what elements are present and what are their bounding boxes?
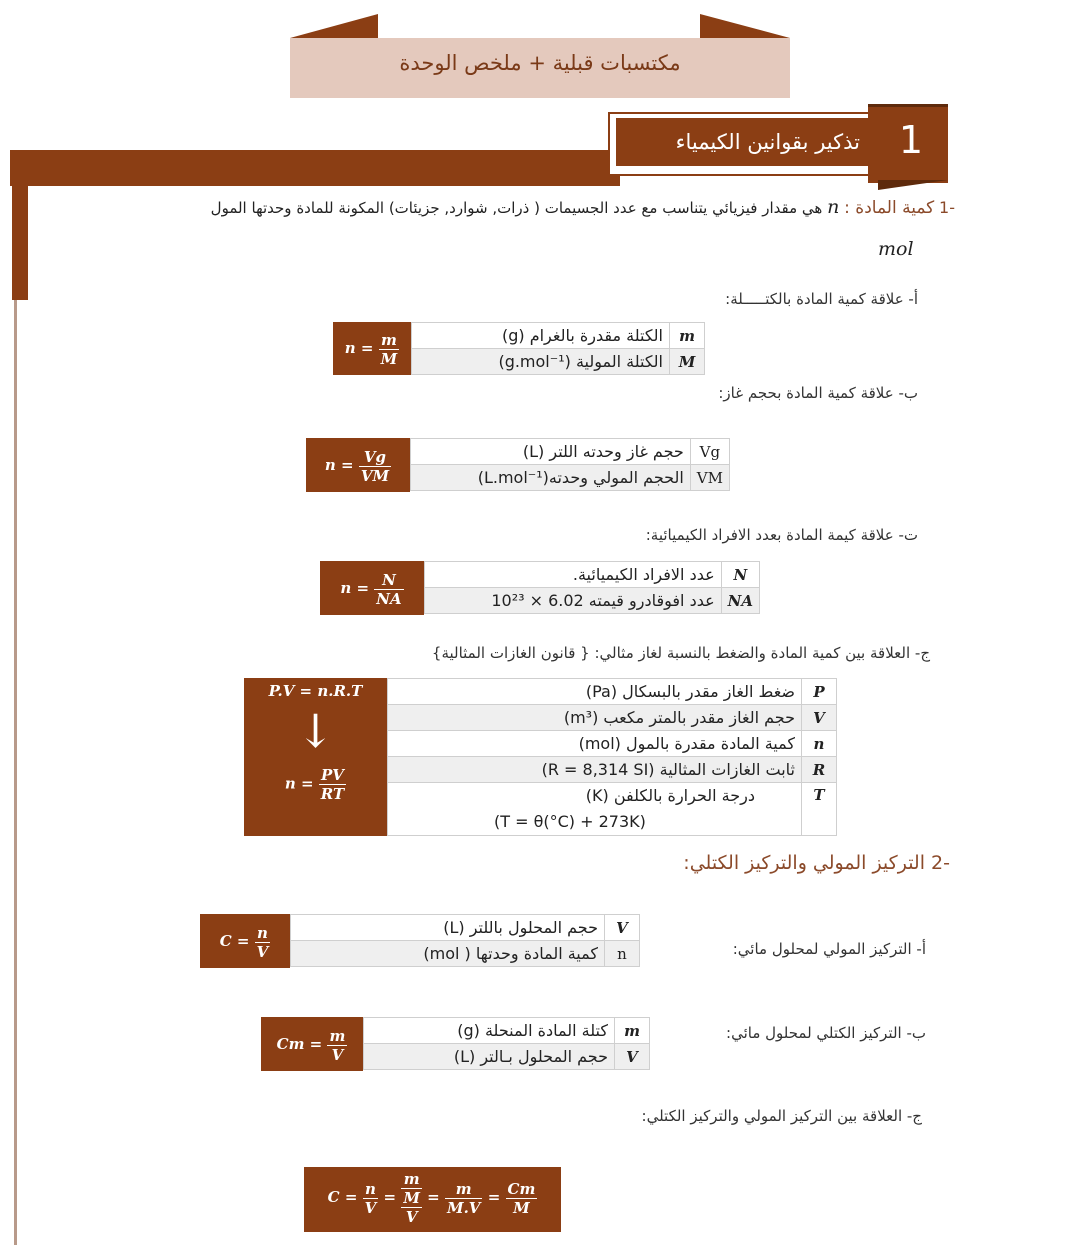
header-title: مكتسبات قبلية + ملخص الوحدة — [399, 51, 681, 75]
section-title: تذكير بقوانين الكيمياء — [675, 130, 860, 154]
symbol-cell: V — [605, 915, 640, 941]
formula-den: M — [380, 349, 398, 368]
table-row — [411, 465, 730, 491]
symbol-cell: VM — [690, 465, 729, 491]
banner-right-wing — [700, 14, 790, 38]
formula-num: n — [255, 924, 271, 943]
left-frame-line — [14, 300, 17, 1245]
sub-j-label: ج- العلاقة بين كمية المادة والضغط بالنسبة لغاز مثالي: { قانون الغازات المثالية} — [431, 644, 930, 662]
term-symbol: n — [827, 196, 840, 218]
table-row — [388, 757, 837, 783]
description-cell: حجم المحلول بـالتر (L) — [364, 1044, 615, 1070]
formula-num: PV — [319, 766, 346, 785]
symbol-cell: m — [615, 1018, 650, 1044]
symbol-cell: N — [721, 562, 759, 588]
section-number: 1 — [898, 118, 924, 162]
table-j — [387, 678, 837, 836]
sub-b-label: ب- علاقة كمية المادة بحجم غاز: — [718, 384, 918, 402]
ideal-gas-law: P.V = n.R.T — [268, 682, 363, 700]
f3-num: m — [445, 1180, 482, 1199]
formula-den: V — [331, 1045, 344, 1064]
formula-box-t — [320, 561, 424, 615]
formula-box-j — [244, 678, 387, 836]
symbol-cell: V — [802, 705, 837, 731]
item-number: -1 — [939, 198, 955, 217]
temperature-formula: (T = θ(°C) + 273K) — [494, 812, 646, 831]
left-frame-bar — [12, 150, 28, 300]
f2-num: m — [401, 1170, 422, 1189]
description-cell: الحجم المولي وحدته(L.mol⁻¹) — [411, 465, 691, 491]
formula-den: NA — [376, 589, 402, 608]
term-label: كمية المادة : — [844, 198, 935, 218]
formula-den: VM — [360, 466, 390, 485]
description-cell: عدد افوقادرو قيمته 6.02 × 10²³ — [425, 588, 722, 614]
section-tab-fold — [878, 180, 948, 190]
f1-num: n — [363, 1180, 379, 1199]
description-cell: حجم غاز وحدته اللتر (L) — [411, 439, 691, 465]
formula-lhs: C = — [219, 932, 250, 950]
equals-sign: = — [383, 1188, 397, 1206]
banner-left-wing — [290, 14, 378, 38]
description-cell — [388, 783, 802, 836]
symbol-cell: P — [802, 679, 837, 705]
table-2b — [363, 1017, 650, 1070]
formula-box-2a — [200, 914, 290, 968]
description-cell: كمية المادة مقدرة بالمول (mol) — [388, 731, 802, 757]
sub-a-label: أ- علاقة كمية المادة بالكتـــــلة: — [725, 290, 918, 308]
table-row — [388, 783, 837, 836]
formula-lhs: n = — [340, 579, 370, 597]
table-row — [425, 588, 760, 614]
table-row — [412, 349, 705, 375]
down-arrow-icon: ↓ — [296, 704, 335, 758]
formula-lhs: C = — [327, 1188, 358, 1206]
sub2-j-label: ج- العلاقة بين التركيز المولي والتركيز الكتلي: — [641, 1107, 922, 1125]
table-2a — [290, 914, 640, 967]
symbol-cell: Vg — [690, 439, 729, 465]
f4-den: M — [513, 1198, 530, 1217]
symbol-cell: n — [605, 941, 640, 967]
table-row — [364, 1044, 650, 1070]
formula-den: RT — [320, 785, 345, 803]
formula-lhs: n = — [284, 774, 314, 793]
sub2-a-label: أ- التركيز المولي لمحلول مائي: — [732, 940, 926, 958]
description-cell: كمية المادة وحدتها ( mol) — [291, 941, 605, 967]
table-row — [411, 439, 730, 465]
formula-box-a — [333, 322, 411, 375]
section-bar — [10, 150, 620, 186]
sub2-b-label: ب- التركيز الكتلي لمحلول مائي: — [726, 1024, 926, 1042]
description-cell: حجم المحلول باللتر (L) — [291, 915, 605, 941]
description-cell: عدد الافراد الكيميائية. — [425, 562, 722, 588]
table-row — [388, 731, 837, 757]
sub-t-label: ت- علاقة كيمة المادة بعدد الافراد الكيميائية: — [645, 526, 918, 544]
description-cell: ثابت الغازات المثالية (R = 8,314 SI) — [388, 757, 802, 783]
temperature-desc: درجة الحرارة بالكلفن (K) — [585, 786, 755, 805]
f1-den: V — [364, 1198, 377, 1217]
formula-lhs: n = — [344, 339, 374, 357]
table-row — [388, 679, 837, 705]
table-a — [411, 322, 705, 375]
formula-lhs: n = — [324, 456, 354, 474]
symbol-cell: V — [615, 1044, 650, 1070]
formula-num: N — [374, 571, 403, 590]
symbol-cell: R — [802, 757, 837, 783]
definition-text: هي مقدار فيزيائي يتناسب مع عدد الجسيمات ( ذرات, شوارد, جزيئات) المكونة للمادة وحدتها المول — [210, 199, 823, 217]
equals-sign: = — [487, 1188, 501, 1206]
table-row — [412, 323, 705, 349]
description-cell: الكتلة مقدرة بالغرام (g) — [412, 323, 670, 349]
formula-lhs: Cm = — [276, 1035, 323, 1053]
description-cell: ضغط الغاز مقدر بالبسكال (Pa) — [388, 679, 802, 705]
formula-num: Vg — [359, 448, 391, 467]
symbol-cell: T — [802, 783, 837, 836]
item2-title: -2 التركيز المولي والتركيز الكتلي: — [683, 852, 950, 874]
symbol-cell: NA — [721, 588, 759, 614]
symbol-cell: M — [670, 349, 705, 375]
f3-den: M.V — [446, 1198, 481, 1217]
description-cell: الكتلة المولية (g.mol⁻¹) — [412, 349, 670, 375]
table-row — [291, 915, 640, 941]
quantity-definition — [120, 194, 955, 221]
description-cell: كتلة المادة المنحلة (g) — [364, 1018, 615, 1044]
f2-den-den: V — [405, 1208, 418, 1226]
formula-num: m — [379, 331, 400, 350]
table-row — [364, 1018, 650, 1044]
table-b — [410, 438, 730, 491]
f2-den-num: M — [403, 1189, 420, 1207]
table-row — [425, 562, 760, 588]
table-t — [424, 561, 760, 614]
equals-sign: = — [427, 1188, 440, 1206]
symbol-cell: m — [670, 323, 705, 349]
table-row — [388, 705, 837, 731]
unit-mol: mol — [878, 238, 914, 260]
formula-box-2b — [261, 1017, 363, 1071]
formula-num: m — [329, 1026, 346, 1045]
f4-num: Cm — [507, 1179, 536, 1198]
formula-box-2j — [304, 1167, 561, 1232]
symbol-cell: n — [802, 731, 837, 757]
description-cell: حجم الغاز مقدر بالمتر مكعب (m³) — [388, 705, 802, 731]
table-row — [291, 941, 640, 967]
formula-den: V — [256, 942, 269, 961]
formula-box-b — [306, 438, 410, 492]
